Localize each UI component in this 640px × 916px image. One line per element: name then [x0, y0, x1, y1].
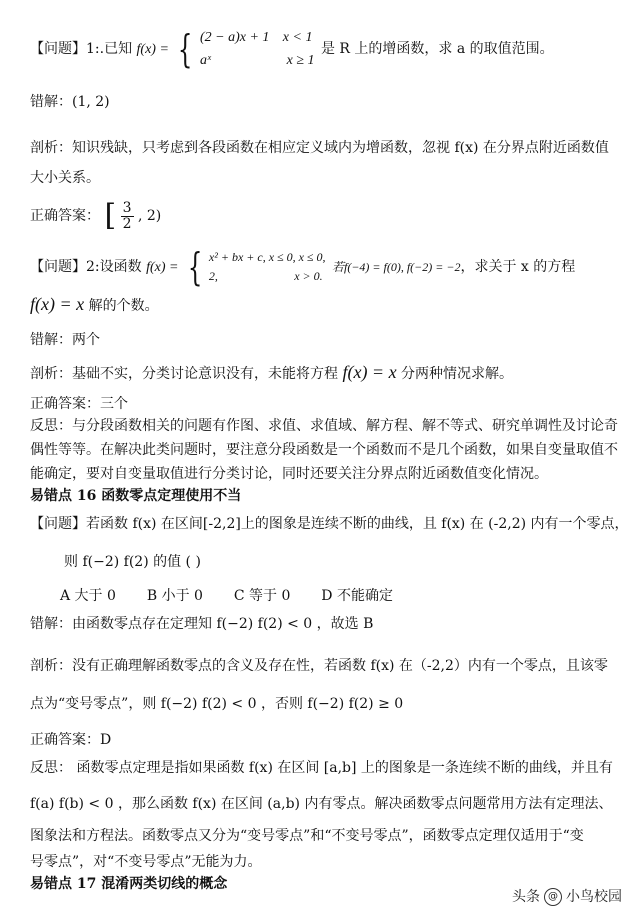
- watermark: [512, 886, 622, 906]
- problem-1-piecewise: [175, 26, 314, 72]
- left-brace-icon: {: [178, 27, 193, 71]
- problem-2-line-2: [30, 294, 622, 316]
- section-16-analysis-line-1: 剖析：没有正确理解函数零点的含义及存在性，若函数 f(x) 在（-2,2）内有一个零点，且该零: [30, 658, 608, 674]
- fraction-denominator: 2: [122, 215, 132, 232]
- problem-2-reflect-line-2: 偶性等等。在解决此类问题时，要注意分段函数是一个函数而不是几个函数，如果自变量取值不: [30, 442, 618, 458]
- problem-2-analysis-b: 分两种情况求解。: [401, 366, 514, 382]
- option-d: D 不能确定: [321, 588, 393, 604]
- problem-1-answer-tail: , 2): [138, 208, 162, 224]
- problem-1-cond-2: x ≥ 1: [286, 53, 315, 68]
- problem-2-case-2: 2,: [208, 269, 218, 283]
- problem-1-wrong: 错解：(1, 2): [30, 94, 110, 110]
- problem-1-statement: [30, 26, 622, 72]
- section-16-reflect-line-4: 号零点”，对“不变号零点”无能为力。: [30, 854, 262, 870]
- section-16-answer: 正确答案：D: [30, 732, 112, 748]
- problem-2-answer: 正确答案：三个: [30, 396, 128, 412]
- problem-2-lead: 【问题】2:设函数: [30, 259, 142, 275]
- problem-2-case-1: x² + bx + c, x ≤ 0, x ≤ 0,: [208, 250, 326, 264]
- section-16-question-line-2: 则 f(−2) f(2) 的值 ( ): [64, 554, 201, 570]
- section-16-question-line-1: 【问题】若函数 f(x) 在区间[-2,2]上的图象是连续不断的曲线，且 f(x) 在 (-2,2) 内有一个零点，: [30, 516, 629, 532]
- watermark-handle: 小鸟校园: [566, 889, 622, 905]
- problem-2-piecewise: [185, 245, 326, 289]
- problem-2-analysis-a: 剖析：基础不实，分类讨论意识没有，未能将方程: [30, 366, 338, 382]
- option-c: C 等于 0: [233, 588, 291, 604]
- problem-1-analysis-line-2: 大小关系。: [30, 170, 100, 186]
- problem-1-analysis-line-1: 剖析：知识残缺，只考虑到各段函数在相应定义域内为增函数，忽视 f(x) 在分界点附近函数值: [30, 140, 609, 156]
- problem-2-reflect-line-1: 反思：与分段函数相关的问题有作图、求值、求值域、解方程、解不等式、研究单调性及讨论奇: [30, 418, 618, 434]
- section-16-wrong: 错解：由函数零点存在定理知 f(−2) f(2) < 0 ，故选 B: [30, 616, 374, 632]
- section-16-reflect-line-1: 反思： 函数零点定理是指如果函数 f(x) 在区间 [a,b] 上的图象是一条连续不断的曲线，并且有: [30, 760, 613, 776]
- problem-1-function: f(x) =: [136, 42, 169, 57]
- section-16-reflect-line-2: f(a) f(b) < 0 ，那么函数 f(x) 在区间 (a,b) 内有零点。解决函数零点问题常用方法有定理法、: [30, 796, 613, 812]
- problem-2-equation: f(x) = x: [30, 294, 85, 314]
- problem-1-lead: 【问题】1:.已知: [30, 41, 133, 57]
- fraction-numerator: 3: [122, 199, 132, 216]
- problem-2-reflect-line-3: 能确定，要对自变量取值进行分类讨论，同时还要关注分界点附近函数值变化情况。: [30, 466, 548, 482]
- section-16-options: [60, 586, 622, 606]
- problem-1-answer-fraction: [121, 201, 134, 232]
- option-b: B 小于 0: [146, 588, 203, 604]
- option-a: A 大于 0: [60, 588, 116, 604]
- at-icon: @: [544, 888, 562, 906]
- problem-2-line-2-text: 解的个数。: [88, 298, 159, 314]
- problem-1-answer-label: 正确答案：: [30, 208, 100, 224]
- problem-2-given: 若f(−4) = f(0), f(−2) = −2: [331, 260, 461, 274]
- section-16-reflect-line-3: 图象法和方程法。函数零点又分为“变号零点”和“不变号零点”，函数零点定理仅适用于“变: [30, 828, 584, 844]
- problem-1-tail: 是 R 上的增函数，求 a 的取值范围。: [320, 41, 554, 57]
- problem-1-answer: [30, 200, 622, 232]
- left-brace-icon: {: [187, 245, 203, 289]
- problem-1-case-1: (2 − a)x + 1: [200, 30, 270, 45]
- problem-1-case-2: aˣ: [200, 53, 211, 68]
- section-16-analysis-line-2: 点为“变号零点”，则 f(−2) f(2) < 0 ，否则 f(−2) f(2) ≥ 0: [30, 696, 404, 712]
- problem-2-function: f(x) =: [146, 260, 179, 275]
- problem-1-cond-1: x < 1: [282, 30, 313, 45]
- watermark-prefix: 头条: [512, 889, 540, 905]
- problem-1-answer-bracket: [: [104, 198, 117, 233]
- section-16-heading: 易错点 16 函数零点定理使用不当: [30, 488, 242, 504]
- problem-2-analysis-equation: f(x) = x: [342, 362, 397, 382]
- problem-2-wrong: 错解：两个: [30, 332, 100, 348]
- section-17-heading: 易错点 17 混淆两类切线的概念: [30, 876, 228, 892]
- problem-2-analysis: [30, 362, 622, 384]
- problem-2-cond-2: x > 0.: [294, 269, 323, 283]
- problem-2-statement: [30, 245, 622, 289]
- problem-2-tail: ，求关于 x 的方程: [460, 259, 576, 275]
